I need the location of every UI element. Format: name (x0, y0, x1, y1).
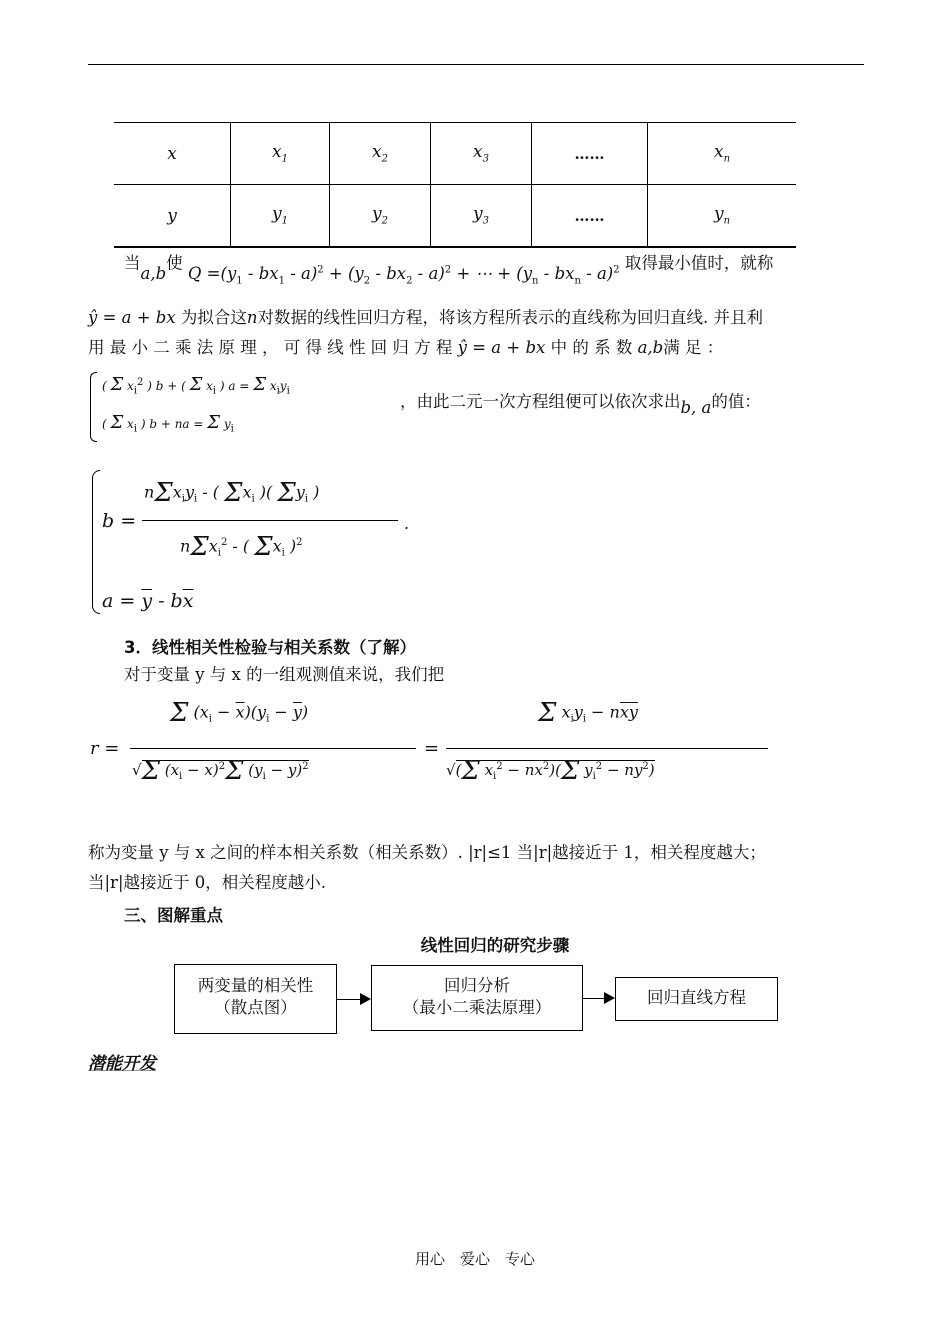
page-footer: 用心 爱心 专心 (414, 1250, 535, 1268)
paragraph-regression-line: ŷ = a + bx 为拟合这n对数据的线性回归方程，将该方程所表示的直线称为回归直线. 并且利 (88, 308, 764, 327)
r-numerator-2: Σ $x_iy_i - n\overline{x}\overline{y}$ (538, 698, 638, 728)
arrow-head-icon (604, 992, 615, 1004)
normal-equations (90, 368, 410, 444)
section-diagram-heading: 三、图解重点 (124, 906, 223, 925)
header-rule (88, 64, 864, 65)
table-cell: $x_3$ (431, 123, 532, 185)
diagram-title: 线性回归的研究步骤 (420, 936, 570, 955)
table-cell: x (114, 123, 231, 185)
system-note: ，由此二元一次方程组便可以依次求出b, a的值： (400, 392, 761, 417)
step-box-correlation: 两变量的相关性 （散点图） (174, 964, 337, 1034)
table-cell: …… (532, 185, 648, 248)
paragraph-regression-line-2: 用 最 小 二 乘 法 原 理 ， 可 得 线 性 回 归 方 程 ŷ = a + bx 中 的 系 数 a,b满 足 ： (88, 338, 724, 357)
fraction-bar (142, 520, 398, 521)
regression-equation: ŷ = a + bx (88, 308, 176, 327)
fraction-bar (446, 748, 768, 749)
table-row-x (114, 123, 796, 185)
r-denominator-2: √(Σ $x_i^2 - n\overline{x}^2)(\Sigma$ $y_i^2 - n\overline{y}^2$) (446, 756, 655, 786)
b-numerator: $n\Sigma x_iy_i$ - ( $\Sigma x_i$ )( $\Sigma y_i$ ) (144, 478, 320, 508)
data-table (114, 122, 796, 248)
arrow-head-icon (360, 993, 371, 1005)
potential-heading: 潜能开发 (88, 1054, 156, 1074)
arrow (337, 999, 361, 1000)
correlation-desc-1: 称为变量 y 与 x 之间的样本相关系数（相关系数）. |r|≤1 当|r|越接近于 1，相关程度越大； (88, 843, 766, 862)
table-cell: $x_2$ (330, 123, 431, 185)
correlation-desc-2: 当|r|越接近于 0，相关程度越小. (88, 873, 326, 892)
table-cell: $y_3$ (431, 185, 532, 248)
paragraph-least-squares: 当a,b使 $Q =(y_1 - bx_1 - a)^2 + (y_2 - bx_2 - a)^2$ + ⋯ + $(y_n - bx_n - a)^2$ 取得最小值时，就称 (124, 253, 774, 286)
a-formula: $a = \overline{y} - b\overline{x}$ (102, 590, 194, 612)
step-box-regression-analysis: 回归分析 （最小二乘法原理） (371, 965, 583, 1031)
section-3-intro: 对于变量 y 与 x 的一组观测值来说，我们把 (124, 665, 445, 684)
section-3-heading: 3．线性相关性检验与相关系数（了解） (124, 638, 416, 657)
table-cell: y (114, 185, 231, 248)
step-box-regression-equation: 回归直线方程 (615, 977, 778, 1021)
table-row-y (114, 185, 796, 248)
table-cell: $y_1$ (231, 185, 330, 248)
coefficient-formulas: b = $n\Sigma x_iy_i$ - ( $\Sigma x_i$ )( $\Sigma y_i$ ) nΣx$_i^2$ - ( $\Sigma x_i$ )$^2$ . $a = \overline{y} - b\overline{x}$ (92, 470, 432, 620)
regression-equation: ŷ = a + bx (457, 338, 546, 357)
table-cell: …… (532, 123, 648, 185)
table-cell: $x_n$ (648, 123, 797, 185)
b-label: b = (102, 510, 137, 532)
table-cell: $y_2$ (330, 185, 431, 248)
equation-2: ( Σ $x_i$ ) b + na = Σ $y_i$ (102, 412, 234, 435)
table-cell: $x_1$ (231, 123, 330, 185)
table-cell: $y_n$ (648, 185, 797, 248)
fraction-bar (130, 748, 416, 749)
r-denominator-1: √Σ $(x_i - \overline{x})^2\Sigma$ $(y_i - \overline{y})^2$ (132, 756, 309, 786)
q-formula: $Q =(y_1 - bx_1 - a)^2 + (y_2 - bx_2 - a)^2$ + ⋯ + $(y_n - bx_n - a)^2$ (187, 263, 620, 286)
r-numerator-1: Σ $(x_i - \overline{x})(y_i - \overline{y})$ (170, 698, 309, 728)
b-denominator: nΣx$_i^2$ - ( $\Sigma x_i$ )$^2$ (180, 532, 303, 562)
correlation-formula: r = Σ $(x_i - \overline{x})(y_i - \overline{y})$ √Σ $(x_i - \overline{x})^2\Sigma$ $(y_i - \overline{y})^2$ = Σ $x_iy_i - n\overline{x}\overline{y}$ √(Σ $x_i^2 - n\overline{x}^2)(\Sigma$ $y_i^2 - n\overline{y}^2$) (88, 694, 778, 822)
arrow (583, 998, 605, 999)
equation-1: ( Σ $x_i^2$ ) b + ( Σ $x_i$ ) a = Σ $x_iy_i$ (102, 374, 290, 397)
